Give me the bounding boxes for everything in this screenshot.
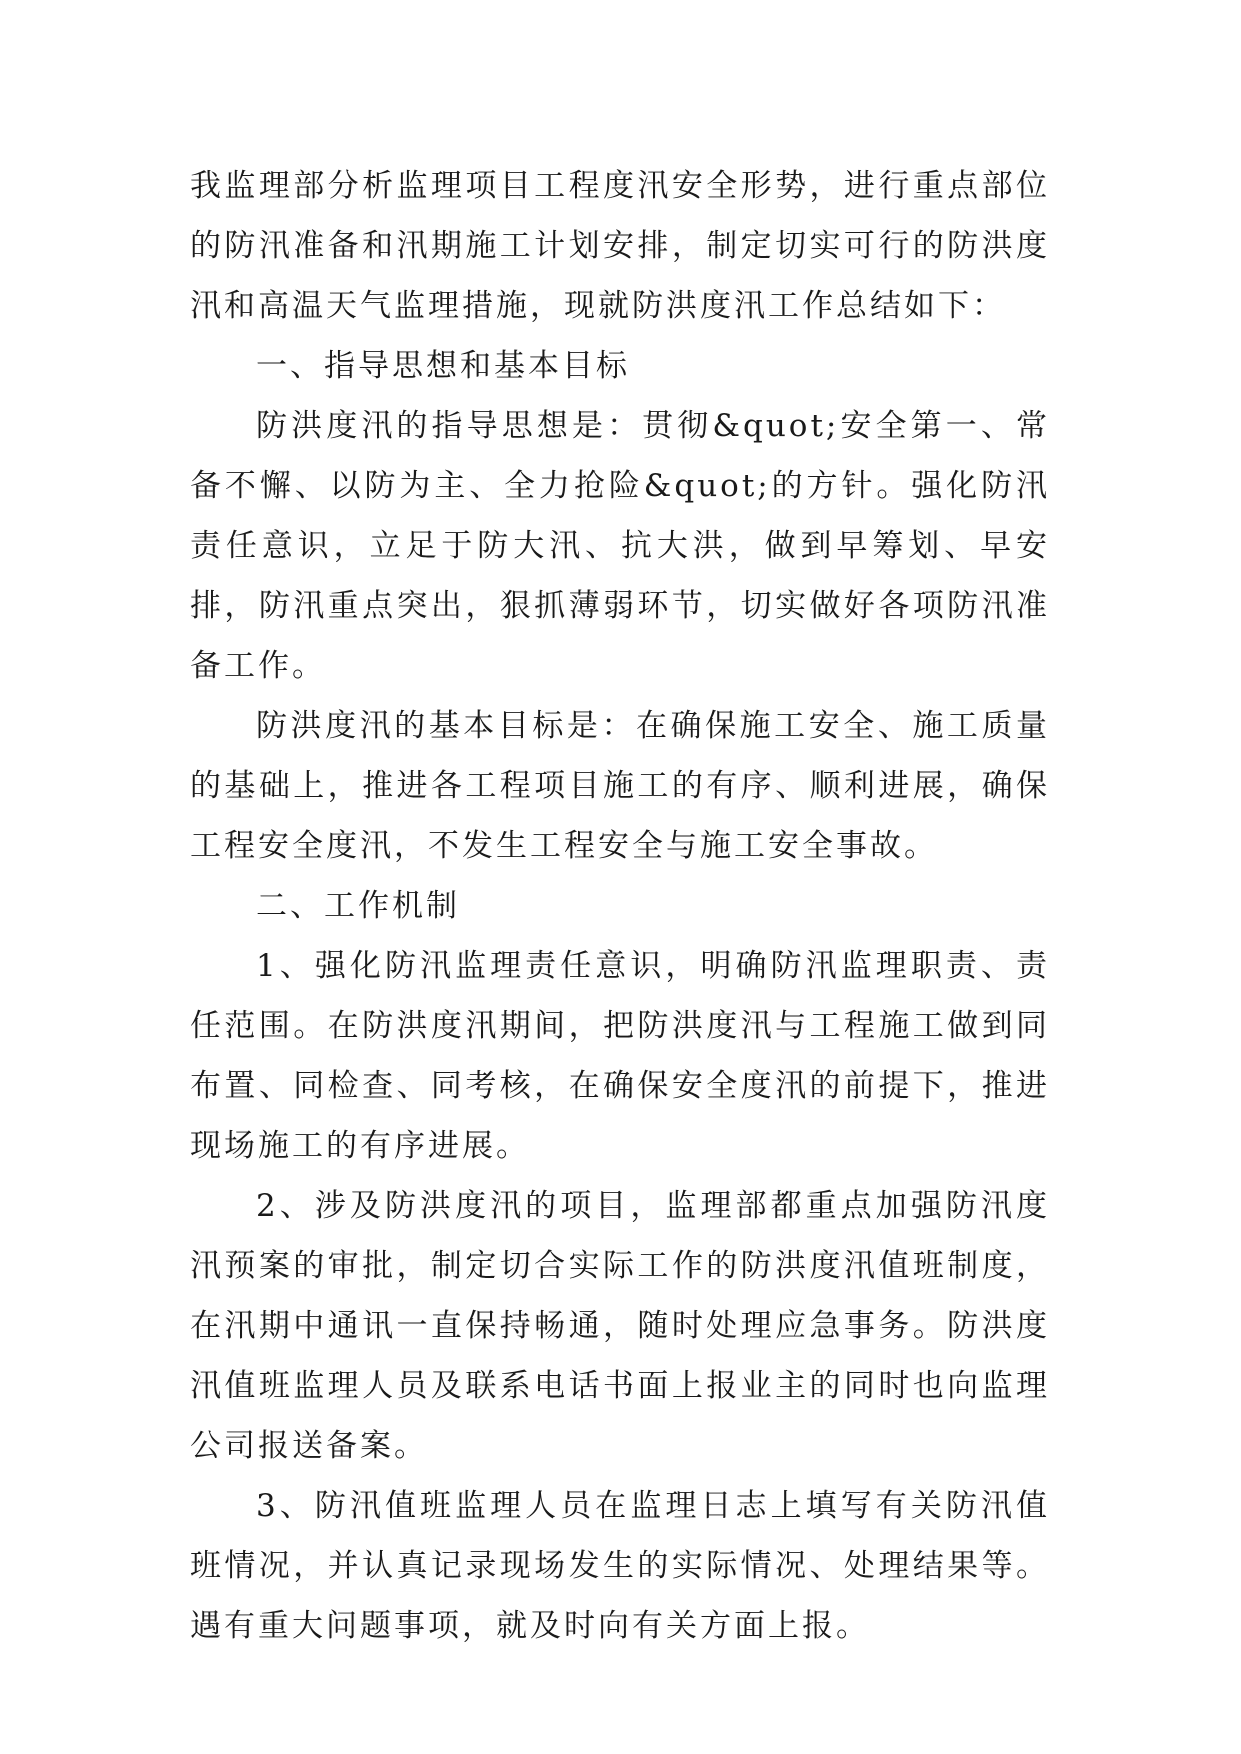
guiding-ideology-paragraph: 防洪度汛的指导思想是：贯彻&quot;安全第一、常备不懈、以防为主、全力抢险&quot;的方针。强化防汛责任意识，立足于防大汛、抗大洪，做到早筹划、早安排，防汛重点突出，狠抓薄弱环节，切实做好各项防汛准备工作。 (190, 408, 1050, 684)
section-heading-guiding-principles: 一、指导思想和基本目标 (256, 348, 630, 384)
basic-goal-paragraph: 防洪度汛的基本目标是：在确保施工安全、施工质量的基础上，推进各工程项目施工的有序、顺利进展，确保工程安全度汛，不发生工程安全与施工安全事故。 (190, 708, 1050, 864)
mechanism-item-3: 3、防汛值班监理人员在监理日志上填写有关防汛值班情况，并认真记录现场发生的实际情况、处理结果等。遇有重大问题事项，就及时向有关方面上报。 (190, 1488, 1050, 1644)
intro-paragraph: 我监理部分析监理项目工程度汛安全形势，进行重点部位的防汛准备和汛期施工计划安排，制定切实可行的防洪度汛和高温天气监理措施，现就防洪度汛工作总结如下： (190, 168, 1050, 324)
mechanism-item-1: 1、强化防汛监理责任意识，明确防汛监理职责、责任范围。在防洪度汛期间，把防洪度汛与工程施工做到同布置、同检查、同考核，在确保安全度汛的前提下，推进现场施工的有序进展。 (190, 948, 1050, 1164)
mechanism-item-2: 2、涉及防洪度汛的项目，监理部都重点加强防汛度汛预案的审批，制定切合实际工作的防洪度汛值班制度，在汛期中通讯一直保持畅通，随时处理应急事务。防洪度汛值班监理人员及联系电话书面上报业主的同时也向监理公司报送备案。 (190, 1188, 1050, 1464)
section-heading-work-mechanism: 二、工作机制 (256, 888, 460, 924)
document-body (190, 156, 1050, 1656)
